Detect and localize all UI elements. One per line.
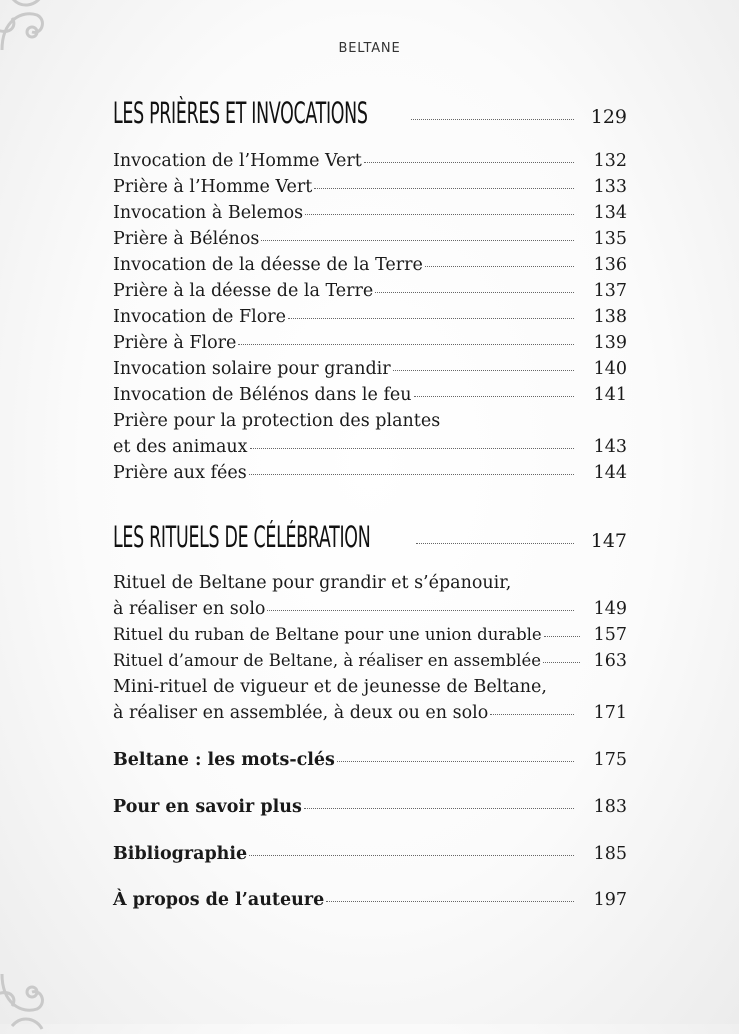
toc-entry[interactable]: Prière à la déesse de la Terre 137 [113, 281, 627, 301]
dot-leader [411, 118, 574, 120]
toc-list-prayers [113, 148, 627, 486]
toc-entry[interactable]: à réaliser en solo 149 [113, 599, 627, 619]
toc-backmatter-1 [113, 747, 627, 773]
toc-entry[interactable]: Invocation à Belemos 134 [113, 203, 627, 223]
toc-entry[interactable]: Invocation de Bélénos dans le feu 141 [113, 385, 627, 405]
toc-entry[interactable]: À propos de l’auteure 197 [113, 890, 627, 910]
toc-entry-line1[interactable]: Prière pour la protection des plantes [113, 411, 441, 431]
toc-entry[interactable]: Invocation de l’Homme Vert 132 [113, 151, 627, 171]
chapter-title: LES PRIÈRES ET INVOCATIONS [113, 96, 368, 130]
toc-entry[interactable]: Bibliographie 185 [113, 844, 627, 864]
toc-backmatter-4 [113, 887, 627, 913]
toc-list-rituals [113, 570, 627, 726]
page-number: 147 [590, 530, 627, 552]
toc-entry[interactable]: Rituel d’amour de Beltane, à réaliser en assemblée 163 [113, 651, 627, 671]
toc-entry[interactable]: Invocation solaire pour grandir 140 [113, 359, 627, 379]
toc-entry[interactable]: Invocation de la déesse de la Terre 136 [113, 255, 627, 275]
toc-entry[interactable]: à réaliser en assemblée, à deux ou en solo 171 [113, 703, 627, 723]
toc-backmatter-2 [113, 794, 627, 820]
toc-section-rituals [113, 520, 627, 554]
toc-entry[interactable]: Beltane : les mots-clés 175 [113, 750, 627, 770]
toc-entry-line1[interactable]: Mini-rituel de vigueur et de jeunesse de Beltane, [113, 677, 547, 697]
toc-entry[interactable]: Prière à Flore 139 [113, 333, 627, 353]
toc-entry[interactable]: Prière à l’Homme Vert 133 [113, 177, 627, 197]
running-head: BELTANE [338, 41, 401, 56]
toc-entry[interactable]: Pour en savoir plus 183 [113, 797, 627, 817]
toc-entry[interactable]: et des animaux 143 [113, 437, 627, 457]
toc-entry-line1[interactable]: Rituel de Beltane pour grandir et s’épanouir, [113, 573, 512, 593]
toc-backmatter-3 [113, 841, 627, 867]
toc-chapter-heading[interactable] [113, 96, 627, 130]
page-number: 129 [590, 106, 627, 128]
toc-entry[interactable]: Rituel du ruban de Beltane pour une union durable 157 [113, 625, 627, 645]
toc-chapter-heading[interactable] [113, 520, 627, 554]
toc-entry[interactable]: Invocation de Flore 138 [113, 307, 627, 327]
toc-entry[interactable]: Prière aux fées 144 [113, 463, 627, 483]
dot-leader [416, 542, 574, 544]
chapter-title: LES RITUELS DE CÉLÉBRATION [113, 520, 371, 554]
toc-section-prayers [113, 96, 627, 130]
toc-entry[interactable]: Prière à Bélénos 135 [113, 229, 627, 249]
